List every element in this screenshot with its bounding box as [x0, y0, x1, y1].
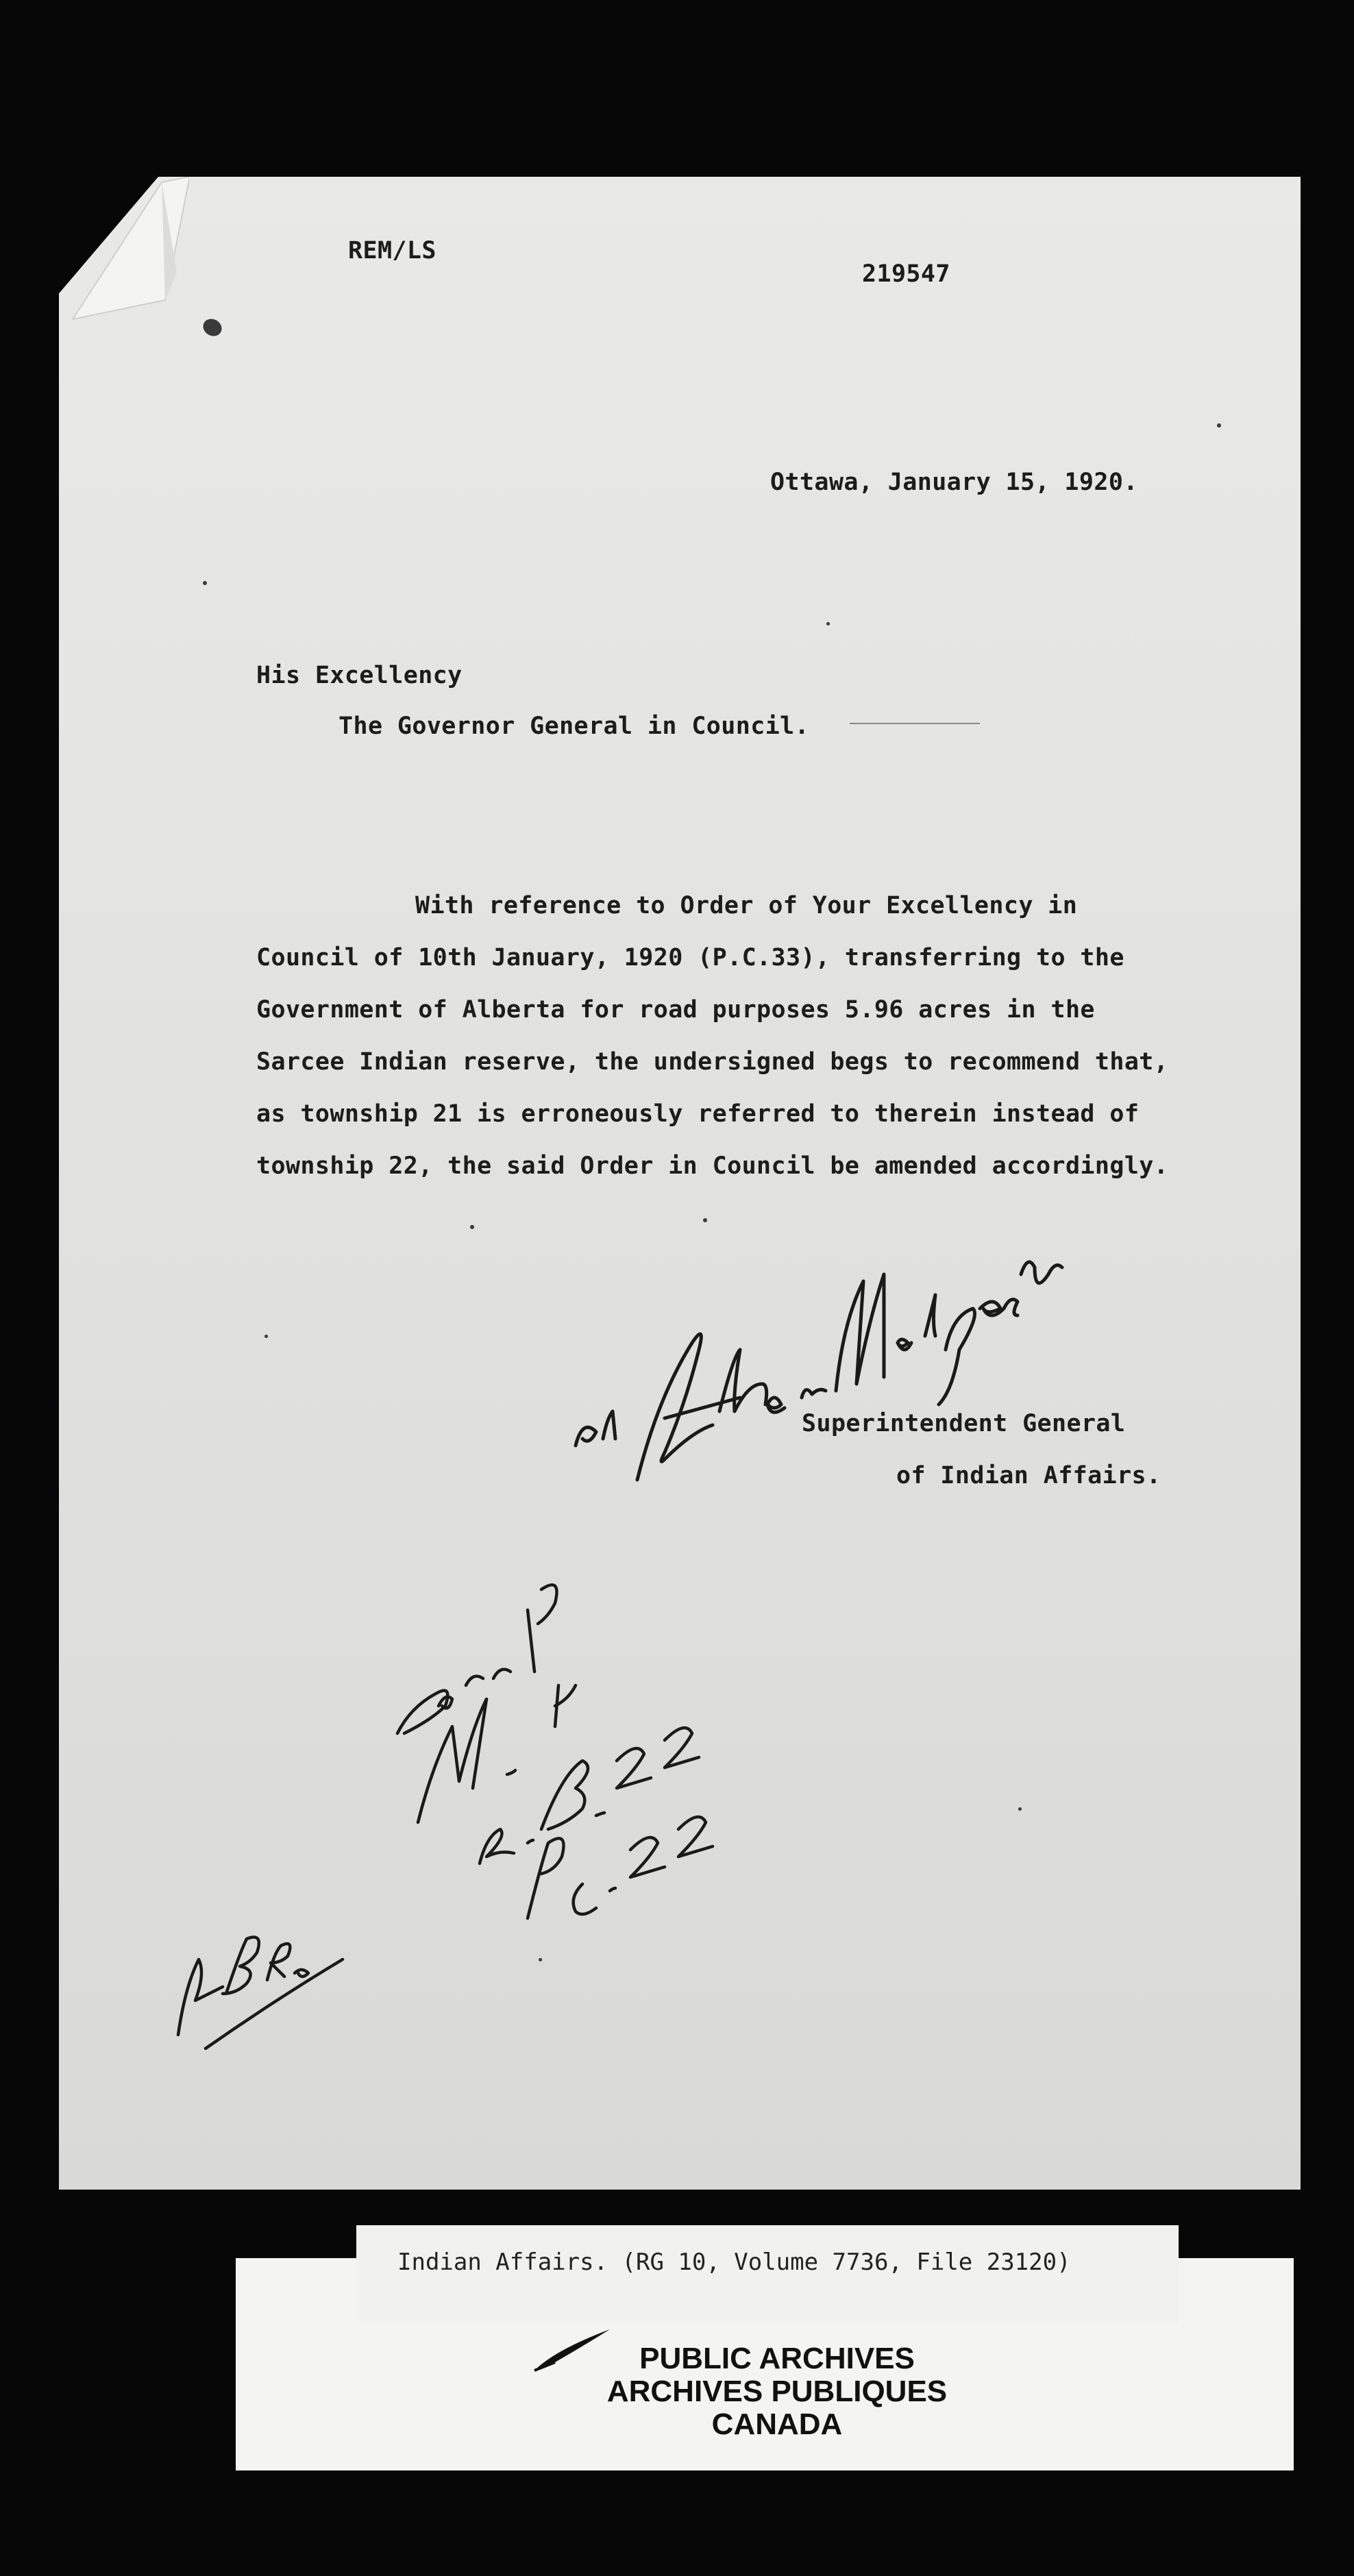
body-line: With reference to Order of Your Excellency in — [415, 892, 1078, 919]
archive-name-english: PUBLIC ARCHIVES — [639, 2342, 915, 2375]
speck — [470, 1225, 474, 1229]
archive-name-french: ARCHIVES PUBLIQUES — [606, 2375, 948, 2408]
underline-stroke — [850, 723, 980, 724]
signature-title-line2: of Indian Affairs. — [896, 1462, 1161, 1489]
folded-corner — [59, 177, 189, 327]
speck — [1018, 1807, 1022, 1811]
file-reference: REM/LS — [348, 237, 436, 264]
handwritten-marginal-notes — [370, 1535, 754, 1946]
signature-title-line1: Superintendent General — [802, 1410, 1126, 1437]
place-date: Ottawa, January 15, 1920. — [770, 469, 1138, 496]
archive-country: CANADA — [711, 2407, 843, 2441]
addressee-line2: The Governor General in Council. — [338, 713, 810, 740]
handwritten-initials — [164, 1891, 356, 2062]
speck — [203, 581, 207, 585]
ink-blot — [200, 316, 225, 340]
speck — [1217, 423, 1221, 428]
body-line: as township 21 is erroneously referred to therein instead of — [256, 1100, 1140, 1128]
body-line: Sarcee Indian reserve, the undersigned begs to recommend that, — [256, 1048, 1169, 1076]
speck — [826, 622, 830, 626]
body-line: township 22, the said Order in Council be amended accordingly. — [256, 1152, 1169, 1180]
speck — [264, 1335, 268, 1338]
document-number: 219547 — [862, 260, 950, 288]
archive-reference: Indian Affairs. (RG 10, Volume 7736, File 23120) — [397, 2249, 1071, 2276]
speck — [539, 1958, 542, 1961]
body-line: Government of Alberta for road purposes 5.96 acres in the — [256, 996, 1095, 1024]
addressee-line1: His Excellency — [256, 662, 463, 689]
body-line: Council of 10th January, 1920 (P.C.33), transferring to the — [256, 944, 1124, 971]
